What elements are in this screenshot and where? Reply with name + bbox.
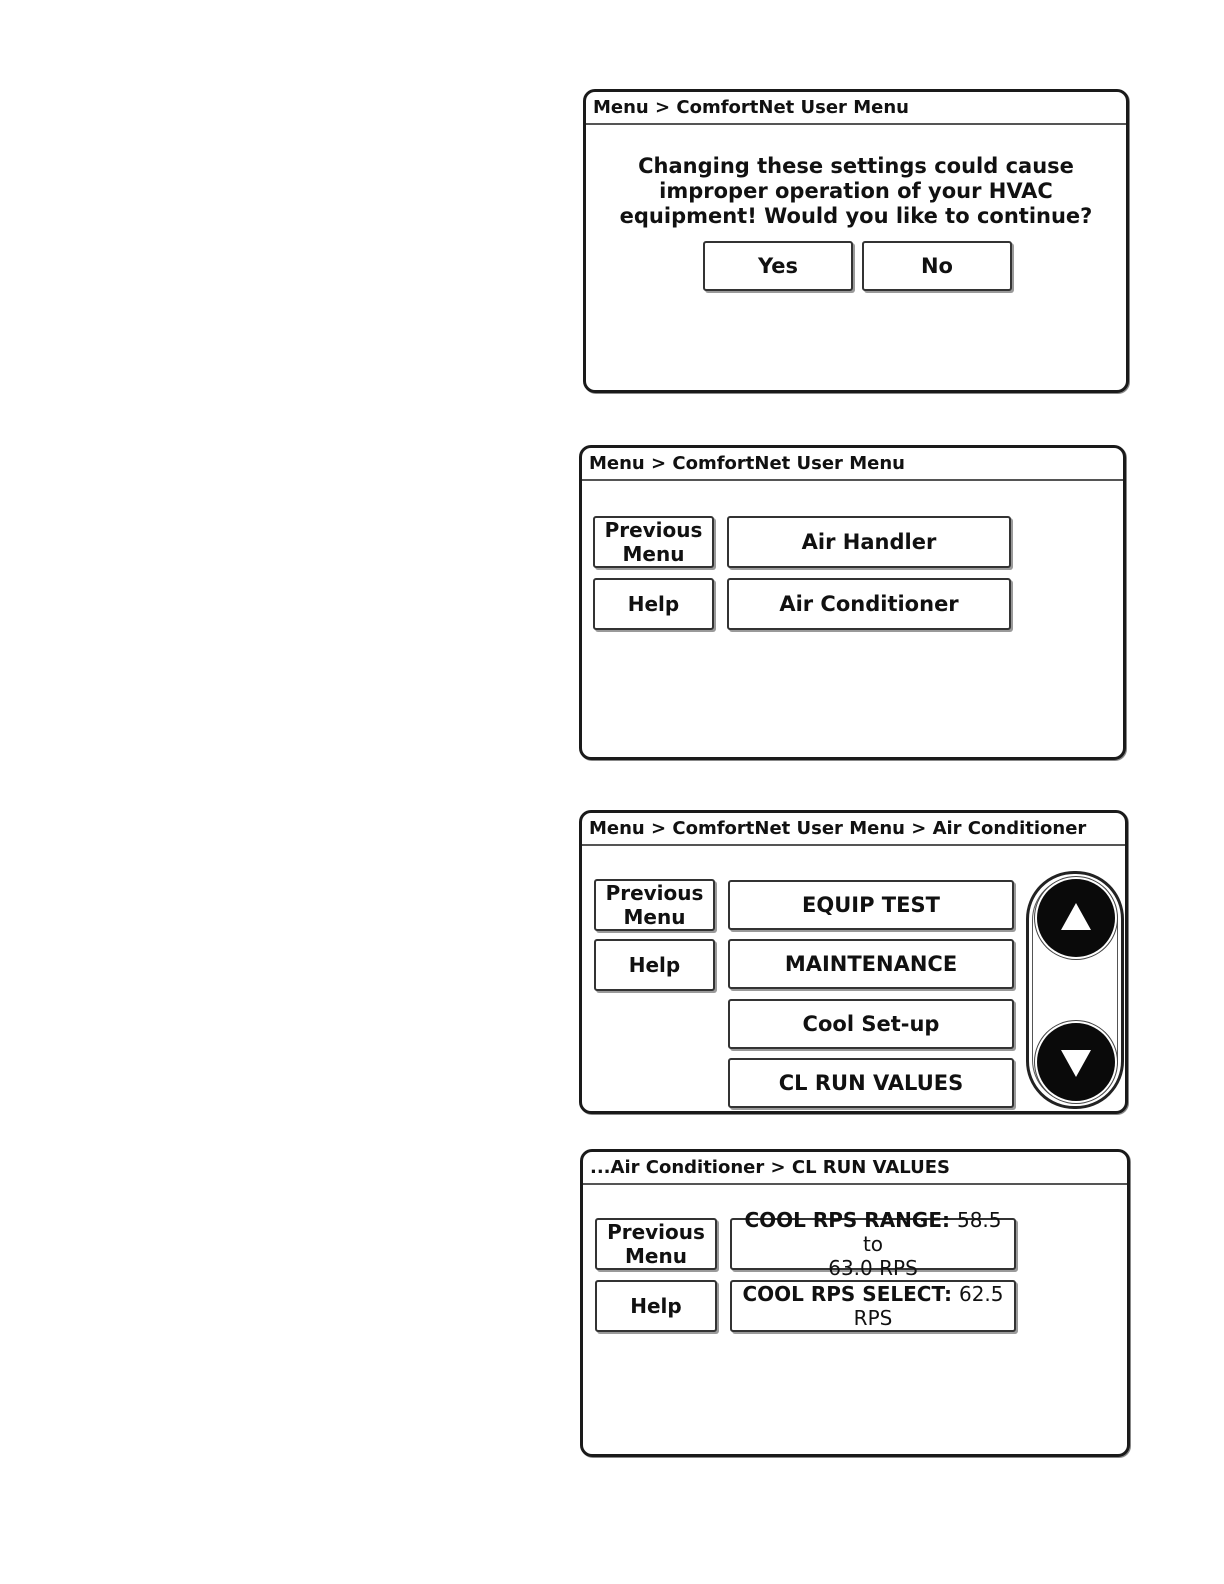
cool-rps-select-line1 [742, 1282, 1003, 1306]
comfortnet-menu-screen [579, 445, 1126, 760]
scroll-up-button[interactable] [1037, 879, 1115, 957]
previous-menu-line1: Previous [607, 1220, 705, 1244]
help-button[interactable]: Help [593, 578, 714, 630]
warning-message: Changing these settings could cause improper operation of your HVAC equipment! Would you like to continue? [619, 154, 1093, 228]
previous-menu-line1: Previous [604, 518, 703, 542]
previous-menu-line2: Menu [623, 905, 686, 929]
yes-button[interactable]: Yes [703, 241, 853, 291]
breadcrumb: Menu > ComfortNet User Menu [586, 92, 1126, 125]
warning-screen [583, 89, 1129, 393]
help-button[interactable]: Help [595, 1280, 717, 1332]
air-handler-button[interactable]: Air Handler [727, 516, 1011, 568]
up-arrow-icon [1037, 879, 1115, 957]
breadcrumb: Menu > ComfortNet User Menu [582, 448, 1123, 481]
cool-rps-range-value-part2: 63.0 RPS [828, 1256, 918, 1280]
cl-run-values-screen [580, 1149, 1130, 1457]
scroll-down-button[interactable] [1037, 1023, 1115, 1101]
cool-rps-range-value-part1: 58.5 to [862, 1208, 1002, 1256]
cool-rps-range-value[interactable] [730, 1208, 1016, 1280]
equip-test-button[interactable]: EQUIP TEST [728, 880, 1014, 930]
previous-menu-button[interactable] [595, 1218, 717, 1270]
cool-rps-select-value-part2: RPS [853, 1306, 893, 1330]
maintenance-button[interactable]: MAINTENANCE [728, 939, 1014, 989]
down-arrow-icon [1037, 1023, 1115, 1101]
no-button[interactable]: No [862, 241, 1012, 291]
cool-rps-select-value-part1: 62.5 [958, 1282, 1004, 1306]
breadcrumb: ...Air Conditioner > CL RUN VALUES [583, 1152, 1127, 1185]
cool-rps-range-label: COOL RPS RANGE: [744, 1208, 950, 1232]
cl-run-values-button[interactable]: CL RUN VALUES [728, 1058, 1014, 1108]
help-button[interactable]: Help [594, 939, 715, 991]
air-conditioner-screen [579, 810, 1128, 1114]
air-conditioner-button[interactable]: Air Conditioner [727, 578, 1011, 630]
cool-rps-select-label: COOL RPS SELECT: [742, 1282, 952, 1306]
cool-rps-select-value[interactable] [730, 1280, 1016, 1332]
breadcrumb: Menu > ComfortNet User Menu > Air Conditioner [582, 813, 1125, 846]
cool-setup-button[interactable]: Cool Set-up [728, 999, 1014, 1049]
previous-menu-button[interactable] [594, 879, 715, 931]
previous-menu-line2: Menu [622, 542, 685, 566]
previous-menu-line1: Previous [605, 881, 704, 905]
cool-rps-range-line1 [738, 1208, 1008, 1256]
previous-menu-button[interactable] [593, 516, 714, 568]
previous-menu-line2: Menu [625, 1244, 687, 1268]
